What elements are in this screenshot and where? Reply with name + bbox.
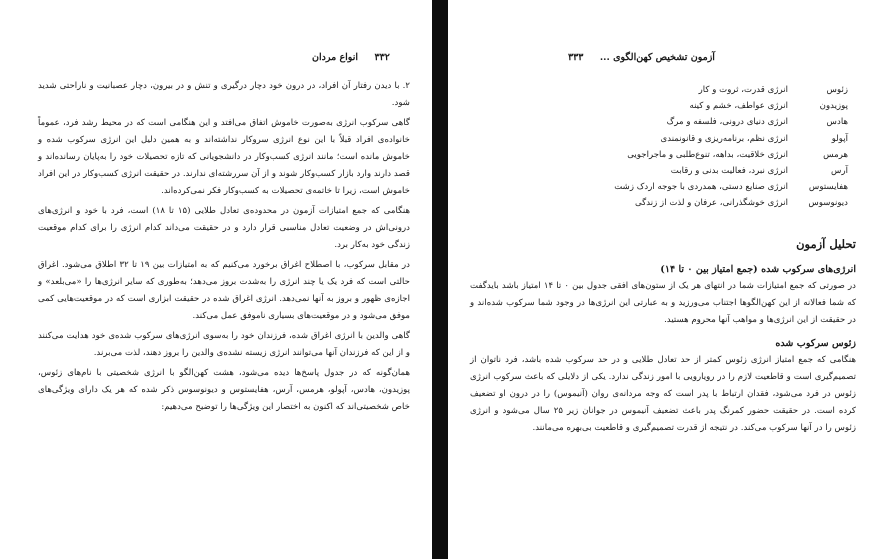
list-item bbox=[598, 114, 848, 130]
subsection-title: زئوس سرکوب شده bbox=[775, 338, 856, 349]
archetype-description: انرژی خلاقیت، بداهه، تنوع‌طلبی و ماجراجویی bbox=[627, 149, 788, 160]
subsection-title: انرژی‌های سرکوب شده (جمع امتیاز بین ۰ تا ۱۴) bbox=[660, 264, 856, 275]
archetype-name: هادس bbox=[826, 117, 848, 128]
archetype-name: دیونوسوس bbox=[808, 198, 848, 209]
paragraph: ۲. با دیدن رفتار آن افراد، در درون خود دچار درگیری و تنش و در بیرون، دچار عصبانیت و ناراحتی شدید شود. bbox=[38, 81, 410, 108]
list-item bbox=[598, 179, 848, 195]
paragraph: هنگامی که جمع امتیازات آزمون در محدوده‌ی تعادل طلایی (۱۵ تا ۱۸) است، فرد با خود و انرژی‌های درونی‌اش در وضعیت تعادل مناسبی قرار دارد و در حقیقت می‌داند کدام انرژی را برای کدام موقعیت زندگی خود به‌کار برد. bbox=[38, 206, 410, 250]
left-page bbox=[0, 0, 432, 559]
left-page-header bbox=[312, 52, 390, 63]
right-page-number: ۳۳۳ bbox=[568, 52, 584, 63]
archetype-name: هرمس bbox=[823, 149, 848, 160]
list-item bbox=[598, 82, 848, 98]
paragraph: همان‌گونه که در جدول پاسخ‌ها دیده می‌شود، هشت کهن‌الگو با انرژی شخصیتی با نام‌های زئوس، پوزیدون، هادس، آپولو، هرمس، آرس، هفایستوس و دیونوسوس ذکر شده که هر یک دارای ویژگی‌های خاص شخصیتی‌اند که اکنون به اختصار این ویژگی‌ها را توضیح می‌دهیم: bbox=[38, 368, 410, 412]
paragraph: در مقابل سرکوب، با اصطلاح اغراق برخورد می‌کنیم که به امتیازات بین ۱۹ تا ۳۲ اطلاق می‌شود. اغراق حالتی است که فرد یک یا چند انرژی را به‌شدت بروز می‌دهد؛ به‌طوری که سایر انرژی‌ها را «می‌بلعد» و اجازه‌ی ظهور و بروز به آنها نمی‌دهد. انرژی اغراق شده در حقیقت ابزاری است که در موقعیت‌هایی کمی موفق می‌شود و در موقعیت‌های بسیاری ناموفق عمل می‌کند. bbox=[38, 260, 410, 321]
archetype-name: آپولو bbox=[831, 133, 848, 144]
list-item bbox=[598, 163, 848, 179]
left-running-title: انواع مردان bbox=[312, 52, 358, 63]
archetype-description: انرژی عواطف، خشم و کینه bbox=[689, 101, 788, 112]
list-item bbox=[598, 131, 848, 147]
archetype-list bbox=[598, 82, 848, 212]
list-item bbox=[598, 195, 848, 211]
paragraph: در صورتی که جمع امتیازات شما در انتهای هر یک از ستون‌های افقی جدول بین ۰ تا ۱۴ امتیاز باشد بایدگفت که شما فعالانه از این کهن‌الگوها اجتناب می‌ورزید و به عبارتی این انرژی‌ها در وجود شما سرکوب شده‌اند و در حقیقت از این انرژی‌ها و مواهب آنها محروم هستید. bbox=[470, 281, 856, 325]
left-text-column bbox=[38, 78, 410, 416]
archetype-description: انرژی صنایع دستی، همدردی با جوجه اردک زشت bbox=[614, 182, 788, 193]
paragraph: هنگامی که جمع امتیاز انرژی زئوس کمتر از حد تعادل طلایی و در حد سرکوب شده باشد، فرد ناتوان از تصمیم‌گیری است و قاطعیت لازم را در رویارویی با امور زندگی ندارد. یکی از دلایلی که باعث سرکوب انرژی زئوس در فرد می‌شود، فقدان ارتباط با پدر است که وجه مردانه‌ی روان (آنیموس) را در درون او تضعیف کرده است. در حقیقت حضور کمرنگ پدر باعث تضعیف آنیموس در جوانان زیر ۲۵ سال می‌شود و انرژی زئوس را در آنها سرکوب می‌کند. در نتیجه از قدرت تصمیم‌گیری و قاطعیت بی‌بهره می‌مانند. bbox=[470, 355, 856, 433]
archetype-description: انرژی دنیای درونی، فلسفه و مرگ bbox=[666, 117, 788, 128]
archetype-name: آرس bbox=[830, 165, 848, 176]
section-title: تحلیل آزمون bbox=[796, 237, 856, 251]
archetype-description: انرژی نظم، برنامه‌ریزی و قانونمندی bbox=[660, 133, 788, 144]
right-running-title: آزمون تشخیص کهن‌الگوی ... bbox=[599, 52, 715, 63]
right-text-column bbox=[470, 236, 856, 437]
archetype-name: زئوس bbox=[826, 85, 848, 95]
archetype-name: هفایستوس bbox=[808, 182, 848, 193]
list-item bbox=[598, 147, 848, 163]
right-page-header bbox=[568, 52, 715, 63]
book-spine bbox=[432, 0, 448, 559]
right-page bbox=[448, 0, 880, 559]
archetype-description: انرژی قدرت، ثروت و کار bbox=[698, 85, 788, 95]
archetype-name: پوزیدون bbox=[819, 101, 848, 112]
paragraph: گاهی والدین با انرژی اغراق شده، فرزندان خود را به‌سوی انرژی‌های سرکوب شده‌ی خود هدایت می‌کنند و از این که فرزندان آنها می‌توانند انرژی زیسته نشده‌ی والدین را بروز دهند، لذت می‌برند. bbox=[38, 331, 410, 358]
left-page-number: ۳۳۲ bbox=[374, 52, 390, 63]
archetype-description: انرژی خوشگذرانی، عرفان و لذت از زندگی bbox=[635, 198, 788, 209]
list-item bbox=[598, 98, 848, 114]
paragraph: گاهی سرکوب انرژی به‌صورت خاموش اتفاق می‌افتد و این هنگامی است که در محیط رشد فرد، عموماً خانواده‌ی افراد قبلاً با این نوع انرژی سروکار نداشته‌اند و به همین دلیل این انرژی سرکوب شده و خاموش مانده است؛ مانند انرژی کسب‌وکار در دانشجویانی که تازه تحصیلات خود را به‌پایان رسانده‌اند و قصد دارند وارد بازار کسب‌وکار شوند و از آن سررشته‌ای ندارند. در حقیقت انرژی کسب‌وکار در این افراد خاموش است، زیرا تا خاتمه‌ی تحصیلات به کسب‌وکار فکر نمی‌کرده‌اند. bbox=[38, 118, 410, 196]
archetype-description: انرژی نبرد، فعالیت بدنی و رقابت bbox=[670, 165, 788, 176]
